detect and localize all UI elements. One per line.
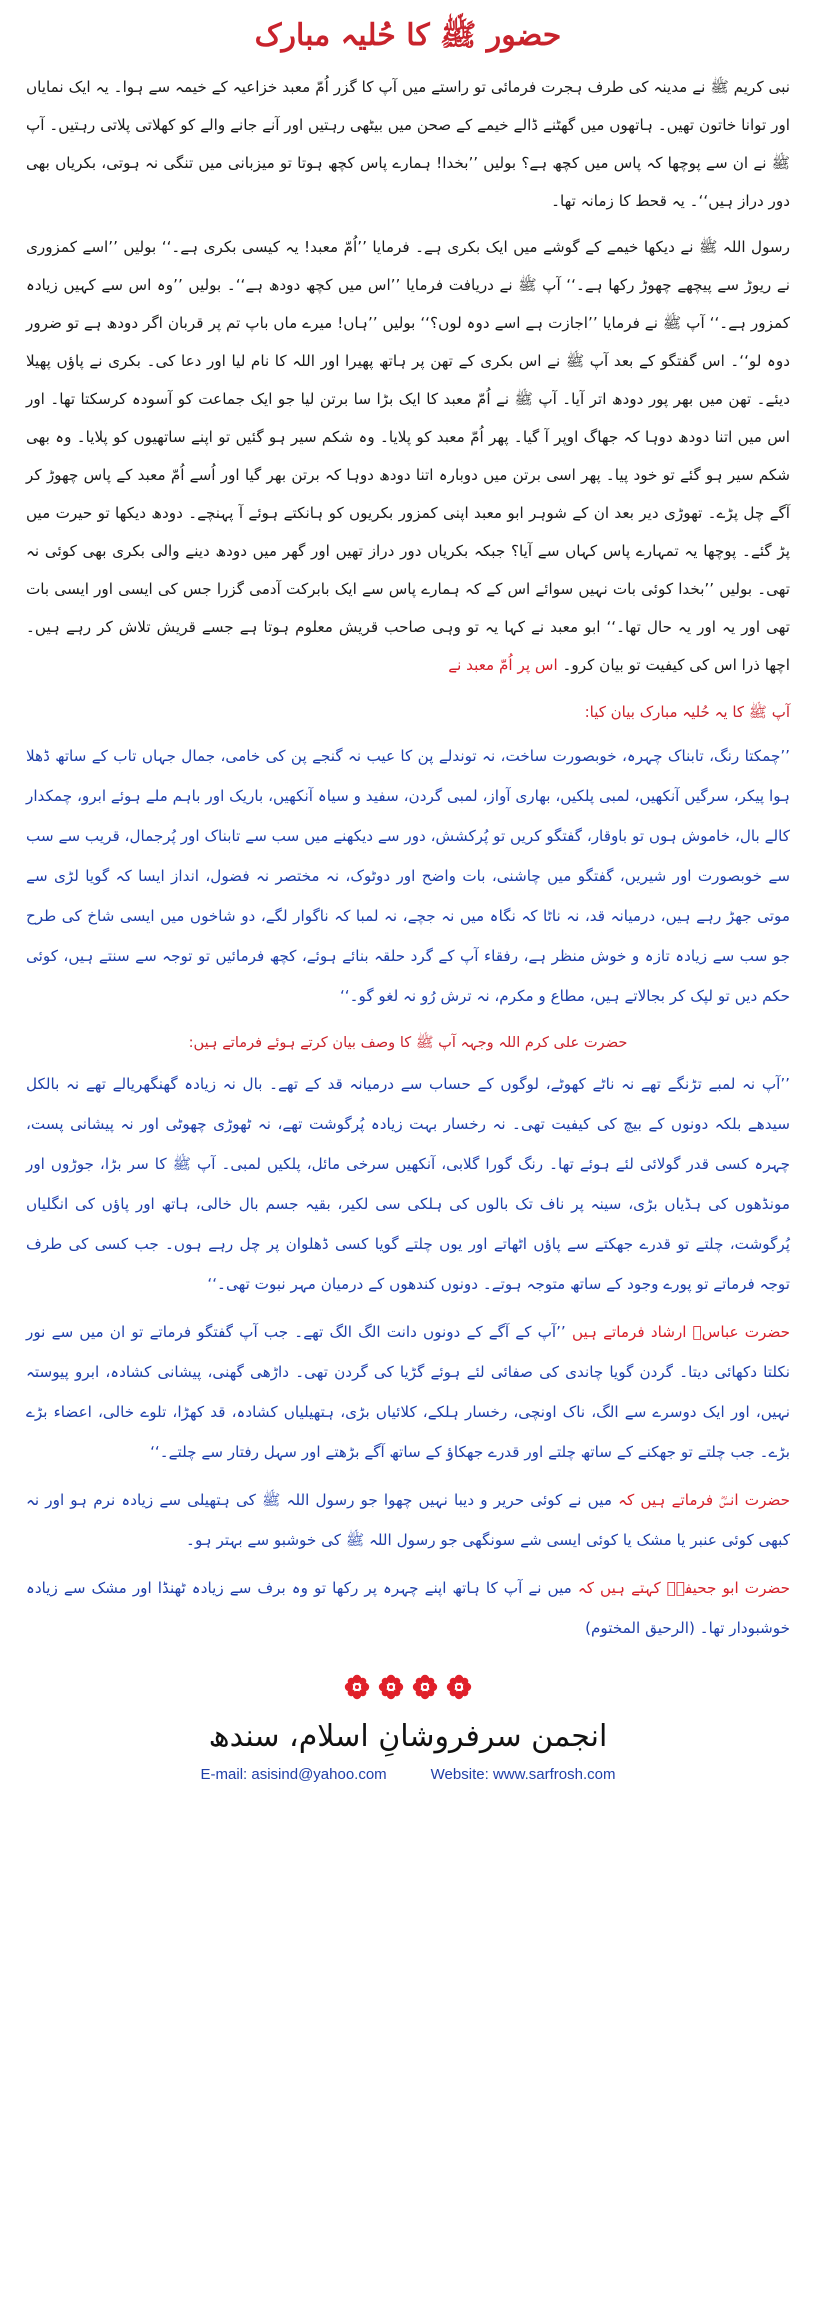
footer-contact bbox=[26, 1766, 790, 1783]
anas-narration bbox=[26, 1480, 790, 1560]
website-block bbox=[431, 1766, 616, 1783]
email-block bbox=[201, 1766, 387, 1783]
abu-juhaifa-intro: حضرت ابو جحیفہؓ کہتے ہیں کہ bbox=[577, 1579, 791, 1597]
ornament-divider bbox=[26, 1674, 790, 1700]
flower-ornament-icon bbox=[344, 1674, 370, 1700]
website-label: Website: bbox=[430, 1766, 489, 1783]
organization-name: انجمن سرفروشانِ اسلام، سندھ bbox=[208, 1719, 608, 1754]
anas-quote: میں نے کوئی حریر و دیبا نہیں چھوا جو رسول اللہ ﷺ کی ہتھیلی سے زیادہ نرم ہو اور نہ کبھی کوئی عنبر یا مشک یا کوئی ایسی شے سونگھی جو رسول اللہ ﷺ کی خوشبو سے بہتر ہو۔ bbox=[26, 1491, 790, 1549]
email-link[interactable]: asisind@yahoo.com bbox=[251, 1766, 387, 1783]
website-link[interactable]: www.sarfrosh.com bbox=[492, 1766, 616, 1783]
description-heading: آپ ﷺ کا یہ حُلیہ مبارک بیان کیا: bbox=[584, 703, 790, 721]
flower-ornament-icon bbox=[446, 1674, 472, 1700]
page-title: حضور ﷺ کا حُلیہ مبارک bbox=[254, 18, 562, 53]
ali-description: ’’آپ نہ لمبے تڑنگے تھے نہ ناٹے کھوٹے، لوگوں کے حساب سے درمیانہ قد کے تھے۔ بال نہ زیادہ گھنگھریالے تھے نہ بالکل سیدھے بلکہ دونوں کے بیچ کی کیفیت تھی۔ نہ رخسار بہت زیادہ پُرگوشت تھے، نہ ٹھوڑی چھوٹی اور نہ پیشانی پست، چہرہ کسی قدر گولائی لئے ہوئے تھا۔ رنگ گورا گلابی، آنکھیں سرخی مائل، پلکیں لمبی۔ آپ ﷺ کا سر بڑا، جوڑوں اور مونڈھوں کی ہڈیاں بڑی، سینہ پر ناف تک بالوں کی ہلکی سی لکیر، بقیہ جسم بال خالی، ہاتھ اور پاؤں کی انگلیاں پُرگوشت، چلتے تو قدرے جھکتے سے پاؤں اٹھاتے اور یوں چلتے گویا کسی ڈھلوان پر چل رہے ہوں۔ جب کسی کی طرف توجہ فرماتے تو پورے وجود کے ساتھ متوجہ ہوتے۔ دونوں کندھوں کے درمیان مہر نبوت تھی۔‘‘ bbox=[26, 1075, 790, 1293]
anas-intro: حضرت انسؓ فرماتے ہیں کہ bbox=[618, 1491, 791, 1509]
flower-ornament-icon bbox=[412, 1674, 438, 1700]
abbas-narration bbox=[26, 1312, 790, 1472]
abu-juhaifa-quote: میں نے آپ کا ہاتھ اپنے چہرہ پر رکھا تو وہ برف سے زیادہ ٹھنڈا اور مشک سے زیادہ خوشبودار تھا۔ (الرحیق المختوم) bbox=[26, 1579, 790, 1637]
intro-paragraph-1: نبی کریم ﷺ نے مدینہ کی طرف ہجرت فرمائی تو راستے میں آپ کا گزر اُمّ معبد خزاعیہ کے خیمہ سے ہوا۔ یہ ایک نمایاں اور توانا خاتون تھیں۔ ہاتھوں میں گھٹنے ڈالے خیمے کے صحن میں بیٹھی رہتیں اور آنے جانے والے کو کھلاتی پلاتی رہتیں۔ آپ ﷺ نے ان سے پوچھا کہ پاس میں کچھ ہے؟ بولیں ’’بخدا! ہمارے پاس کچھ ہوتا تو میزبانی میں تنگی نہ ہوتی، بکریاں بھی دور دراز ہیں‘‘۔ یہ قحط کا زمانہ تھا۔ bbox=[26, 78, 790, 210]
abu-juhaifa-narration bbox=[26, 1568, 790, 1648]
flower-ornament-icon bbox=[378, 1674, 404, 1700]
email-label: E-mail: bbox=[200, 1766, 248, 1783]
abbas-quote: ’’آپ کے آگے کے دونوں دانت الگ الگ تھے۔ جب آپ گفتگو فرماتے تو ان میں سے نور نکلتا دکھائی دیتا۔ گردن گویا چاندی کی صفائی لئے ہوئے گڑیا کی گردن تھی۔ داڑھی گھنی، پیشانی کشادہ، ابرو پیوستہ نہیں، اور ایک دوسرے سے الگ، ناک اونچی، رخسار ہلکے، کلائیاں بڑی، ہتھیلیاں کشادہ، قد کھڑا، تلوے خالی، اعضاء بڑے بڑے۔ جب چلتے تو جھکنے کے ساتھ چلتے اور قدرے جھکاؤ کے ساتھ آگے بڑھتے اور سہل رفتار سے چلتے۔‘‘ bbox=[26, 1323, 790, 1461]
ali-heading: حضرت علی کرم اللہ وجہہ آپ ﷺ کا وصف بیان کرتے ہوئے فرماتے ہیں: bbox=[188, 1034, 628, 1051]
intro-paragraph-2-text: رسول اللہ ﷺ نے دیکھا خیمے کے گوشے میں ایک بکری ہے۔ فرمایا ’’اُمّ معبد! یہ کیسی بکری ہے۔‘‘ بولیں ’’اسے کمزوری نے ریوڑ سے پیچھے چھوڑ رکھا ہے۔‘‘ آپ ﷺ نے دریافت فرمایا ’’اس میں کچھ دودھ ہے‘‘۔ بولیں ’’وہ اس سے کہیں زیادہ کمزور ہے۔‘‘ آپ ﷺ نے فرمایا ’’اجازت ہے اسے دوہ لوں؟‘‘ بولیں ’’ہاں! میرے ماں باپ تم پر قربان اگر دودھ ہے تو ضرور دوہ لو‘‘۔ اس گفتگو کے بعد آپ ﷺ نے اس بکری کے تھن پر ہاتھ پھیرا اور اللہ کا نام لیا اور دعا کی۔ بکری نے پاؤں پھیلا دیئے۔ تھن میں بھر پور دودھ اتر آیا۔ آپ ﷺ نے اُمّ معبد کا ایک بڑا سا برتن لیا جو ایک جماعت کو آسودہ کرسکتا تھا۔ اور اس میں اتنا دودھ دوہا کہ جھاگ اوپر آ گیا۔ پھر اُمّ معبد کو پلایا۔ وہ شکم سیر ہو گئیں تو اپنے ساتھیوں کو پلایا۔ وہ بھی شکم سیر ہو گئے تو خود پیا۔ پھر اسی برتن میں دوبارہ اتنا دودھ دوہا کہ برتن بھر گیا اور اُسے اُمّ معبد کے پاس چھوڑ کر آگے چل پڑے۔ تھوڑی دیر بعد ان کے شوہر ابو معبد اپنی کمزور بکریوں کو ہانکتے ہوئے آ پہنچے۔ دودھ دیکھا تو حیرت میں پڑ گئے۔ پوچھا یہ تمہارے پاس کہاں سے آیا؟ جبکہ بکریاں دور دراز تھیں اور گھر میں دودھ دینے والی بکری بھی کوئی نہ تھی۔ بولیں ’’بخدا کوئی بات نہیں سوائے اس کے کہ ہمارے پاس سے ایک بابرکت آدمی گزرا جس کی ایسی اور ایسی بات تھی اور یہ اور یہ حال تھا۔‘‘ ابو معبد نے کہا یہ تو وہی صاحب قریش معلوم ہوتا ہے جسے قریش تلاش کر رہے ہیں۔ اچھا ذرا اس کی کیفیت تو بیان کرو۔ bbox=[26, 238, 790, 674]
abbas-intro: حضرت عباسؓ ارشاد فرماتے ہیں bbox=[571, 1323, 790, 1341]
intro-paragraph-2 bbox=[26, 228, 790, 684]
umm-mabad-description: ’’چمکتا رنگ، تابناک چہرہ، خوبصورت ساخت، نہ توندلے پن کا عیب نہ گنجے پن کی خامی، جمال جہاں تاب کے ساتھ ڈھلا ہوا پیکر، سرگیں آنکھیں، لمبی پلکیں، بھاری آواز، لمبی گردن، سفید و سیاہ آنکھیں، باریک اور باہم ملے ہوئے ابرو، چمکدار کالے بال، خاموش ہوں تو باوقار، گفتگو کریں تو پُرکشش، دور سے دیکھنے میں سب سے تابناک اور پُرجمال، قریب سے سب سے خوبصورت اور شیریں، گفتگو میں چاشنی، بات واضح اور دوٹوک، نہ مختصر نہ فضول، انداز ایسا کہ گویا لڑی سے موتی جھڑ رہے ہیں، درمیانہ قد، نہ ناٹا کہ نگاہ میں نہ جچے، نہ لمبا کہ ناگوار لگے، دو شاخوں میں ایسی شاخ کی طرح جو سب سے زیادہ تازہ و خوش منظر ہے، رفقاء آپ کے گرد حلقہ بنائے ہوئے، کچھ فرمائیں تو توجہ سے سنتے ہیں، کوئی حکم دیں تو لپک کر بجالاتے ہیں، مطاع و مکرم، نہ ترش رُو نہ لغو گو۔‘‘ bbox=[26, 747, 790, 1005]
intro-paragraph-2-highlight: اس پر اُمّ معبد نے bbox=[448, 656, 558, 674]
